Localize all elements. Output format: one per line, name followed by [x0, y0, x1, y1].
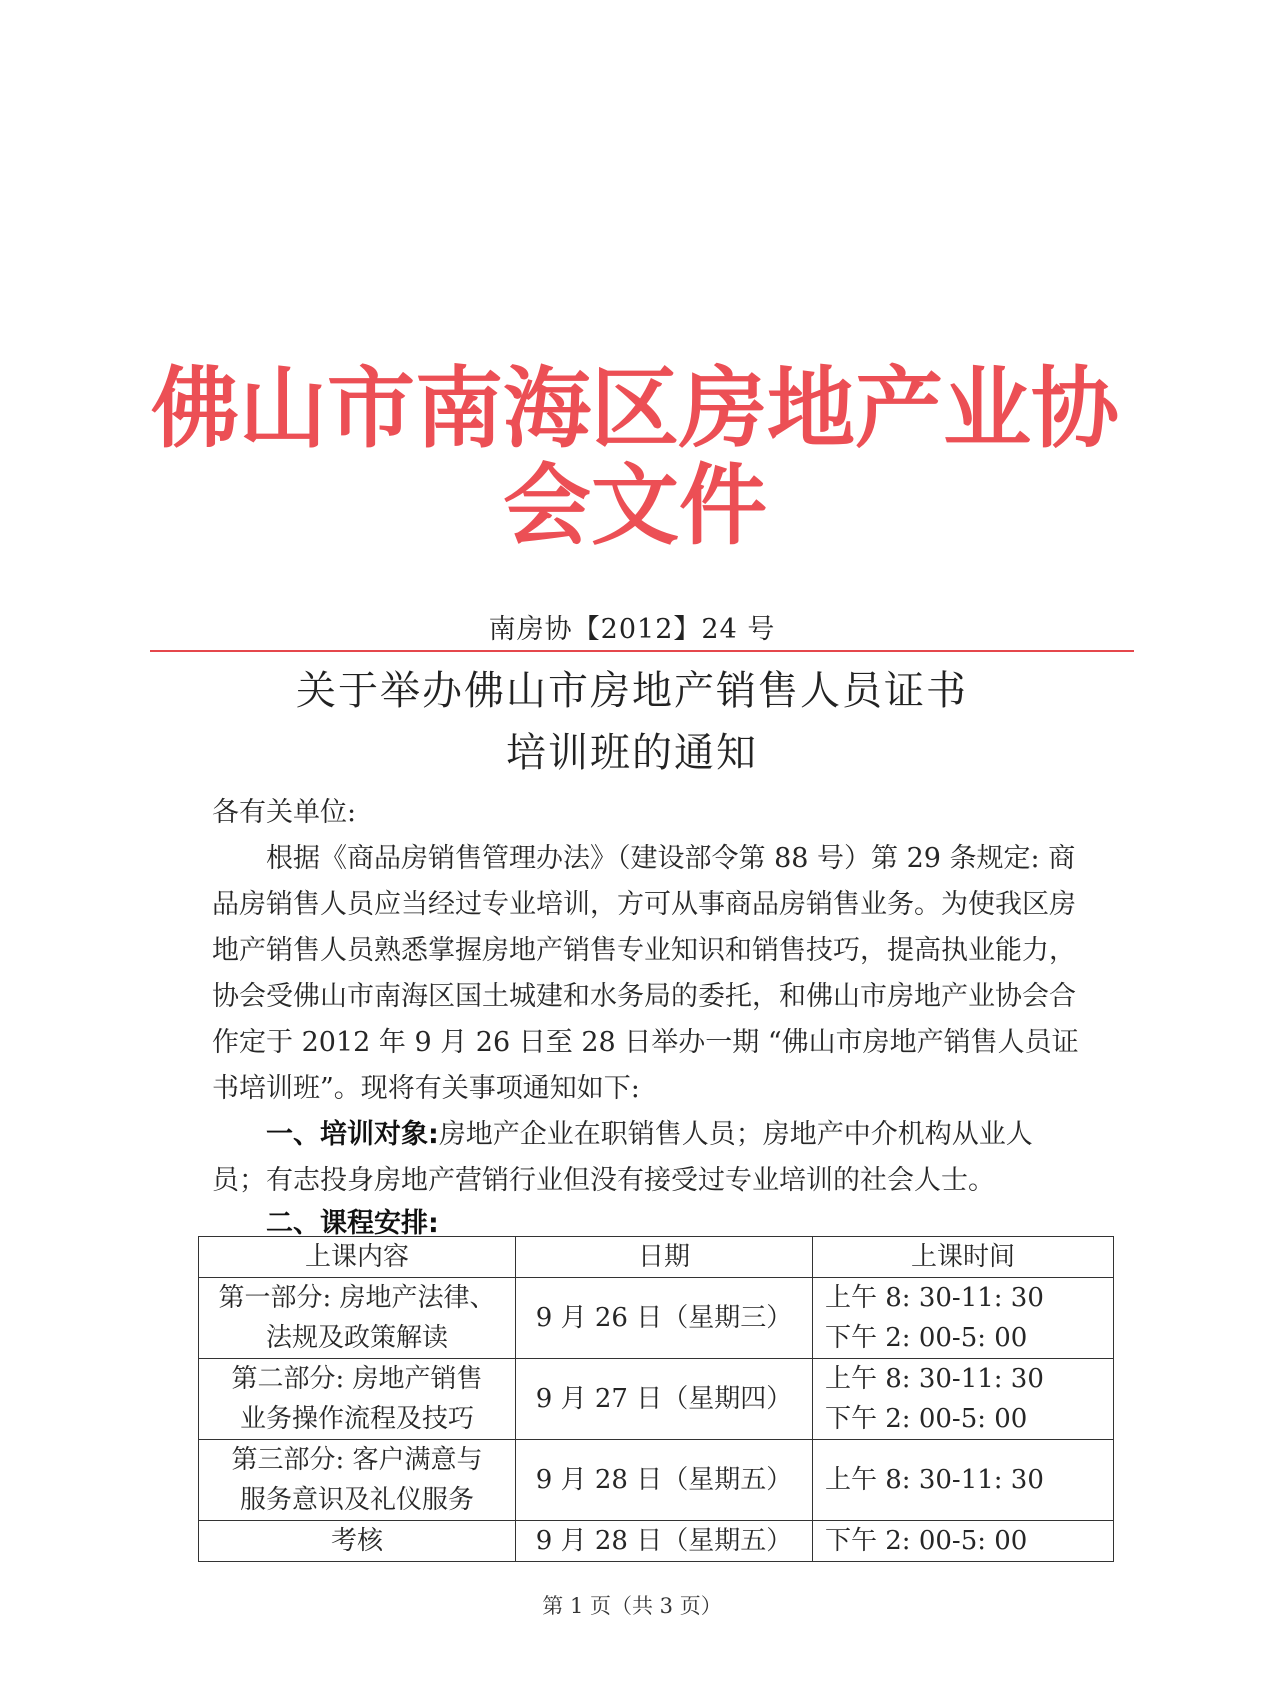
row-content-line: 第三部分: 客户满意与	[231, 1445, 483, 1475]
intro-paragraph: 根据《商品房销售管理办法》（建设部令第 88 号）第 29 条规定: 商品房销售人员应当经过专业培训，方可从事商品房销售业务。为使我区房地产销售人员熟悉掌握房地产销售专业知识和销售技巧，提高执业能力，协会受佛山市南海区国土城建和水务局的委托，和佛山市房地产业协会合作定于 2012 年 9 月 26 日至 28 日举办一期 “佛山市房地产销售人员证书培训班”。现将有关事项通知如下:	[212, 843, 1079, 1104]
section-training-target-text: 房地产企业在职销售人员；房地产中介机构从业人员；有志投身房地产营销行业但没有接受过专业培训的社会人士。	[212, 1119, 1033, 1196]
row-date: 9 月 28 日（星期五）	[516, 1521, 813, 1562]
section-course-schedule-label: 二、课程安排:	[266, 1208, 439, 1239]
row-time	[813, 1278, 1114, 1359]
salutation: 各有关单位:	[212, 797, 357, 828]
page-footer: 第 1 页（共 3 页）	[542, 1594, 722, 1618]
row-content-line: 业务操作流程及技巧	[239, 1404, 474, 1434]
table-row	[199, 1440, 1114, 1521]
row-date: 9 月 26 日（星期三）	[516, 1278, 813, 1359]
notice-title	[0, 660, 1264, 784]
row-content	[199, 1359, 516, 1440]
row-content-line: 法规及政策解读	[265, 1323, 448, 1353]
notice-title-line-2: 培训班的通知	[506, 730, 758, 776]
notice-title-line-1: 关于举办佛山市房地产销售人员证书	[296, 668, 968, 714]
row-time	[813, 1521, 1114, 1562]
red-divider	[150, 650, 1134, 652]
section-training-target	[212, 1112, 1080, 1204]
header-time: 上课时间	[813, 1237, 1114, 1278]
table-row	[199, 1359, 1114, 1440]
table-row	[199, 1278, 1114, 1359]
row-time-line: 上午 8: 30-11: 30	[825, 1465, 1044, 1495]
row-date: 9 月 28 日（星期五）	[516, 1440, 813, 1521]
row-content-line: 第一部分: 房地产法律、	[218, 1283, 496, 1313]
org-header-title: 佛山市南海区房地产业协会文件	[150, 356, 1119, 557]
row-time-line: 下午 2: 00-5: 00	[825, 1526, 1028, 1556]
row-time-line: 上午 8: 30-11: 30	[825, 1364, 1044, 1394]
row-content-line: 服务意识及礼仪服务	[239, 1485, 474, 1515]
section-training-target-label: 一、培训对象:	[266, 1119, 439, 1150]
header-content: 上课内容	[199, 1237, 516, 1278]
table-row	[199, 1521, 1114, 1562]
row-content-line: 第二部分: 房地产销售	[231, 1364, 483, 1394]
document-number: 南房协【2012】24 号	[488, 614, 776, 645]
row-time	[813, 1440, 1114, 1521]
row-content	[199, 1440, 516, 1521]
row-time	[813, 1359, 1114, 1440]
notice-body	[212, 790, 1080, 1244]
row-content	[199, 1278, 516, 1359]
schedule-table	[198, 1236, 1114, 1562]
row-time-line: 上午 8: 30-11: 30	[825, 1283, 1044, 1313]
row-date: 9 月 27 日（星期四）	[516, 1359, 813, 1440]
schedule-header-row	[199, 1237, 1114, 1278]
row-content-line: 考核	[330, 1526, 383, 1556]
row-time-line: 下午 2: 00-5: 00	[825, 1404, 1028, 1434]
row-content	[199, 1521, 516, 1562]
header-date: 日期	[516, 1237, 813, 1278]
row-time-line: 下午 2: 00-5: 00	[825, 1323, 1028, 1353]
